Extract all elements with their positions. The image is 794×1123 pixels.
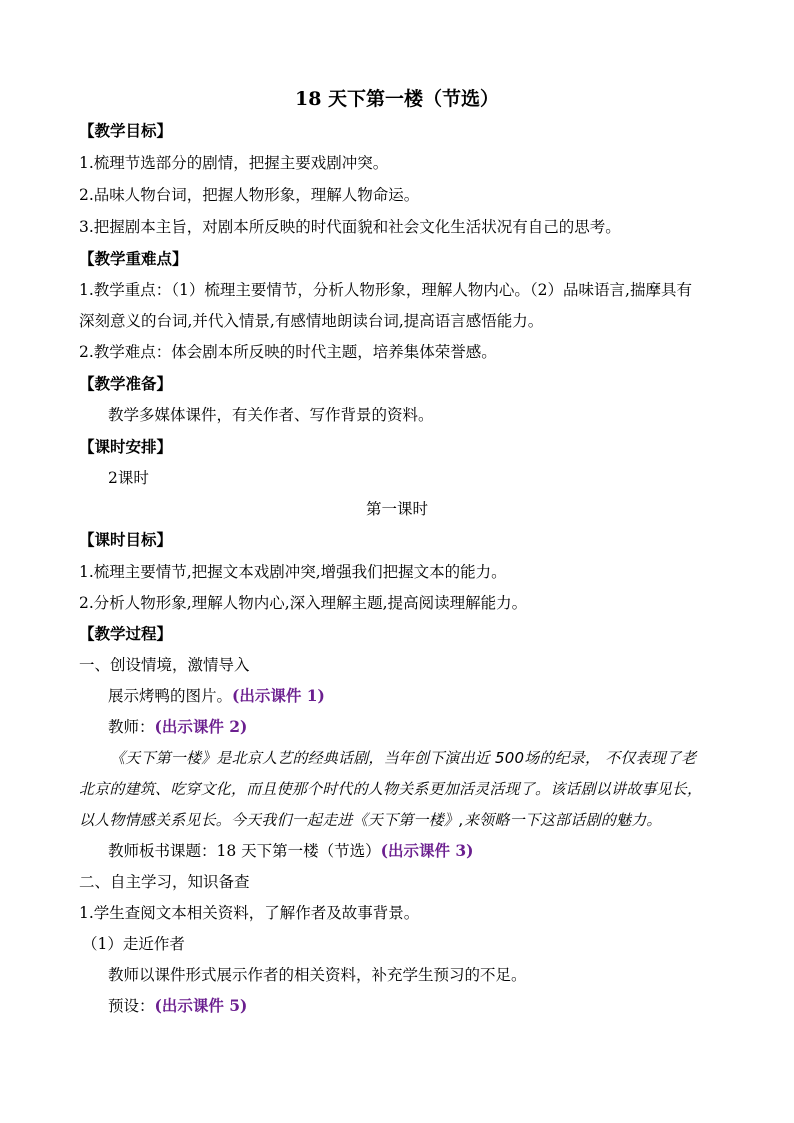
goal-item: 2.品味人物台词，把握人物形象，理解人物命运。	[79, 186, 420, 204]
goal-item: 1.梳理节选部分的剧情，把握主要戏剧冲突。	[79, 154, 389, 172]
courseware-tag: (出示课件 5)	[154, 996, 248, 1015]
step1-show-text: 展示烤鸭的图片。	[108, 687, 233, 705]
board-text: 教师板书课题：18 天下第一楼（节选）	[108, 842, 381, 860]
step1-heading: 一、创设情境，激情导入	[79, 656, 250, 674]
process-heading: 【教学过程】	[79, 624, 173, 643]
courseware-tag: (出示课件 3)	[380, 841, 474, 860]
courseware-tag: (出示课件 2)	[154, 717, 248, 736]
key-heading: 【教学重难点】	[79, 249, 188, 268]
preset-label: 预设：	[108, 997, 155, 1015]
prep-heading: 【教学准备】	[79, 374, 173, 393]
intro-line: 以人物情感关系见长。今天我们一起走进《天下第一楼》,来领略一下这部话剧的魅力。	[79, 811, 662, 829]
teacher-label: 教师：	[108, 718, 155, 736]
step2-sub-heading: （1）走近作者	[82, 935, 185, 953]
schedule-text: 2课时	[108, 469, 149, 487]
intro-line: 《天下第一楼》是北京人艺的经典话剧，当年创下演出近 500场的纪录， 不仅表现了老	[110, 749, 697, 767]
board-line	[108, 840, 758, 862]
courseware-tag: (出示课件 1)	[232, 686, 325, 705]
goal-item: 3.把握剧本主旨，对剧本所反映的时代面貌和社会文化生活状况有自己的思考。	[79, 218, 621, 236]
key-point-line: 深刻意义的台词,并代入情景,有感情地朗读台词,提高语言感悟能力。	[79, 312, 544, 330]
step2-heading: 二、自主学习，知识备查	[79, 873, 250, 891]
intro-line: 北京的建筑、吃穿文化，而且使那个时代的人物关系更加活灵活现了。该话剧以讲故事见长，	[79, 780, 703, 798]
lesson-goals-heading: 【课时目标】	[79, 530, 173, 549]
lesson-goal-item: 2.分析人物形象,理解人物内心,深入理解主题,提高阅读理解能力。	[79, 594, 528, 612]
key-point-line: 2.教学难点：体会剧本所反映的时代主题，培养集体荣誉感。	[79, 343, 497, 361]
schedule-heading: 【课时安排】	[79, 437, 173, 456]
teacher-line	[108, 716, 758, 738]
step2-sub-text: 教师以课件形式展示作者的相关资料，补充学生预习的不足。	[108, 966, 527, 984]
lesson-title: 第一课时	[365, 500, 428, 518]
step2-item: 1.学生查阅文本相关资料，了解作者及故事背景。	[79, 904, 420, 922]
preset-line	[108, 995, 758, 1017]
key-point-line: 1.教学重点：（1）梳理主要情节，分析人物形象，理解人物内心。（2）品味语言,揣摩具有	[79, 281, 692, 299]
step1-show-line	[108, 685, 758, 707]
prep-text: 教学多媒体课件，有关作者、写作背景的资料。	[108, 406, 434, 424]
lesson-goal-item: 1.梳理主要情节,把握文本戏剧冲突,增强我们把握文本的能力。	[79, 563, 507, 581]
page-title: 18 天下第一楼（节选）	[294, 88, 500, 110]
goals-heading: 【教学目标】	[79, 121, 173, 140]
